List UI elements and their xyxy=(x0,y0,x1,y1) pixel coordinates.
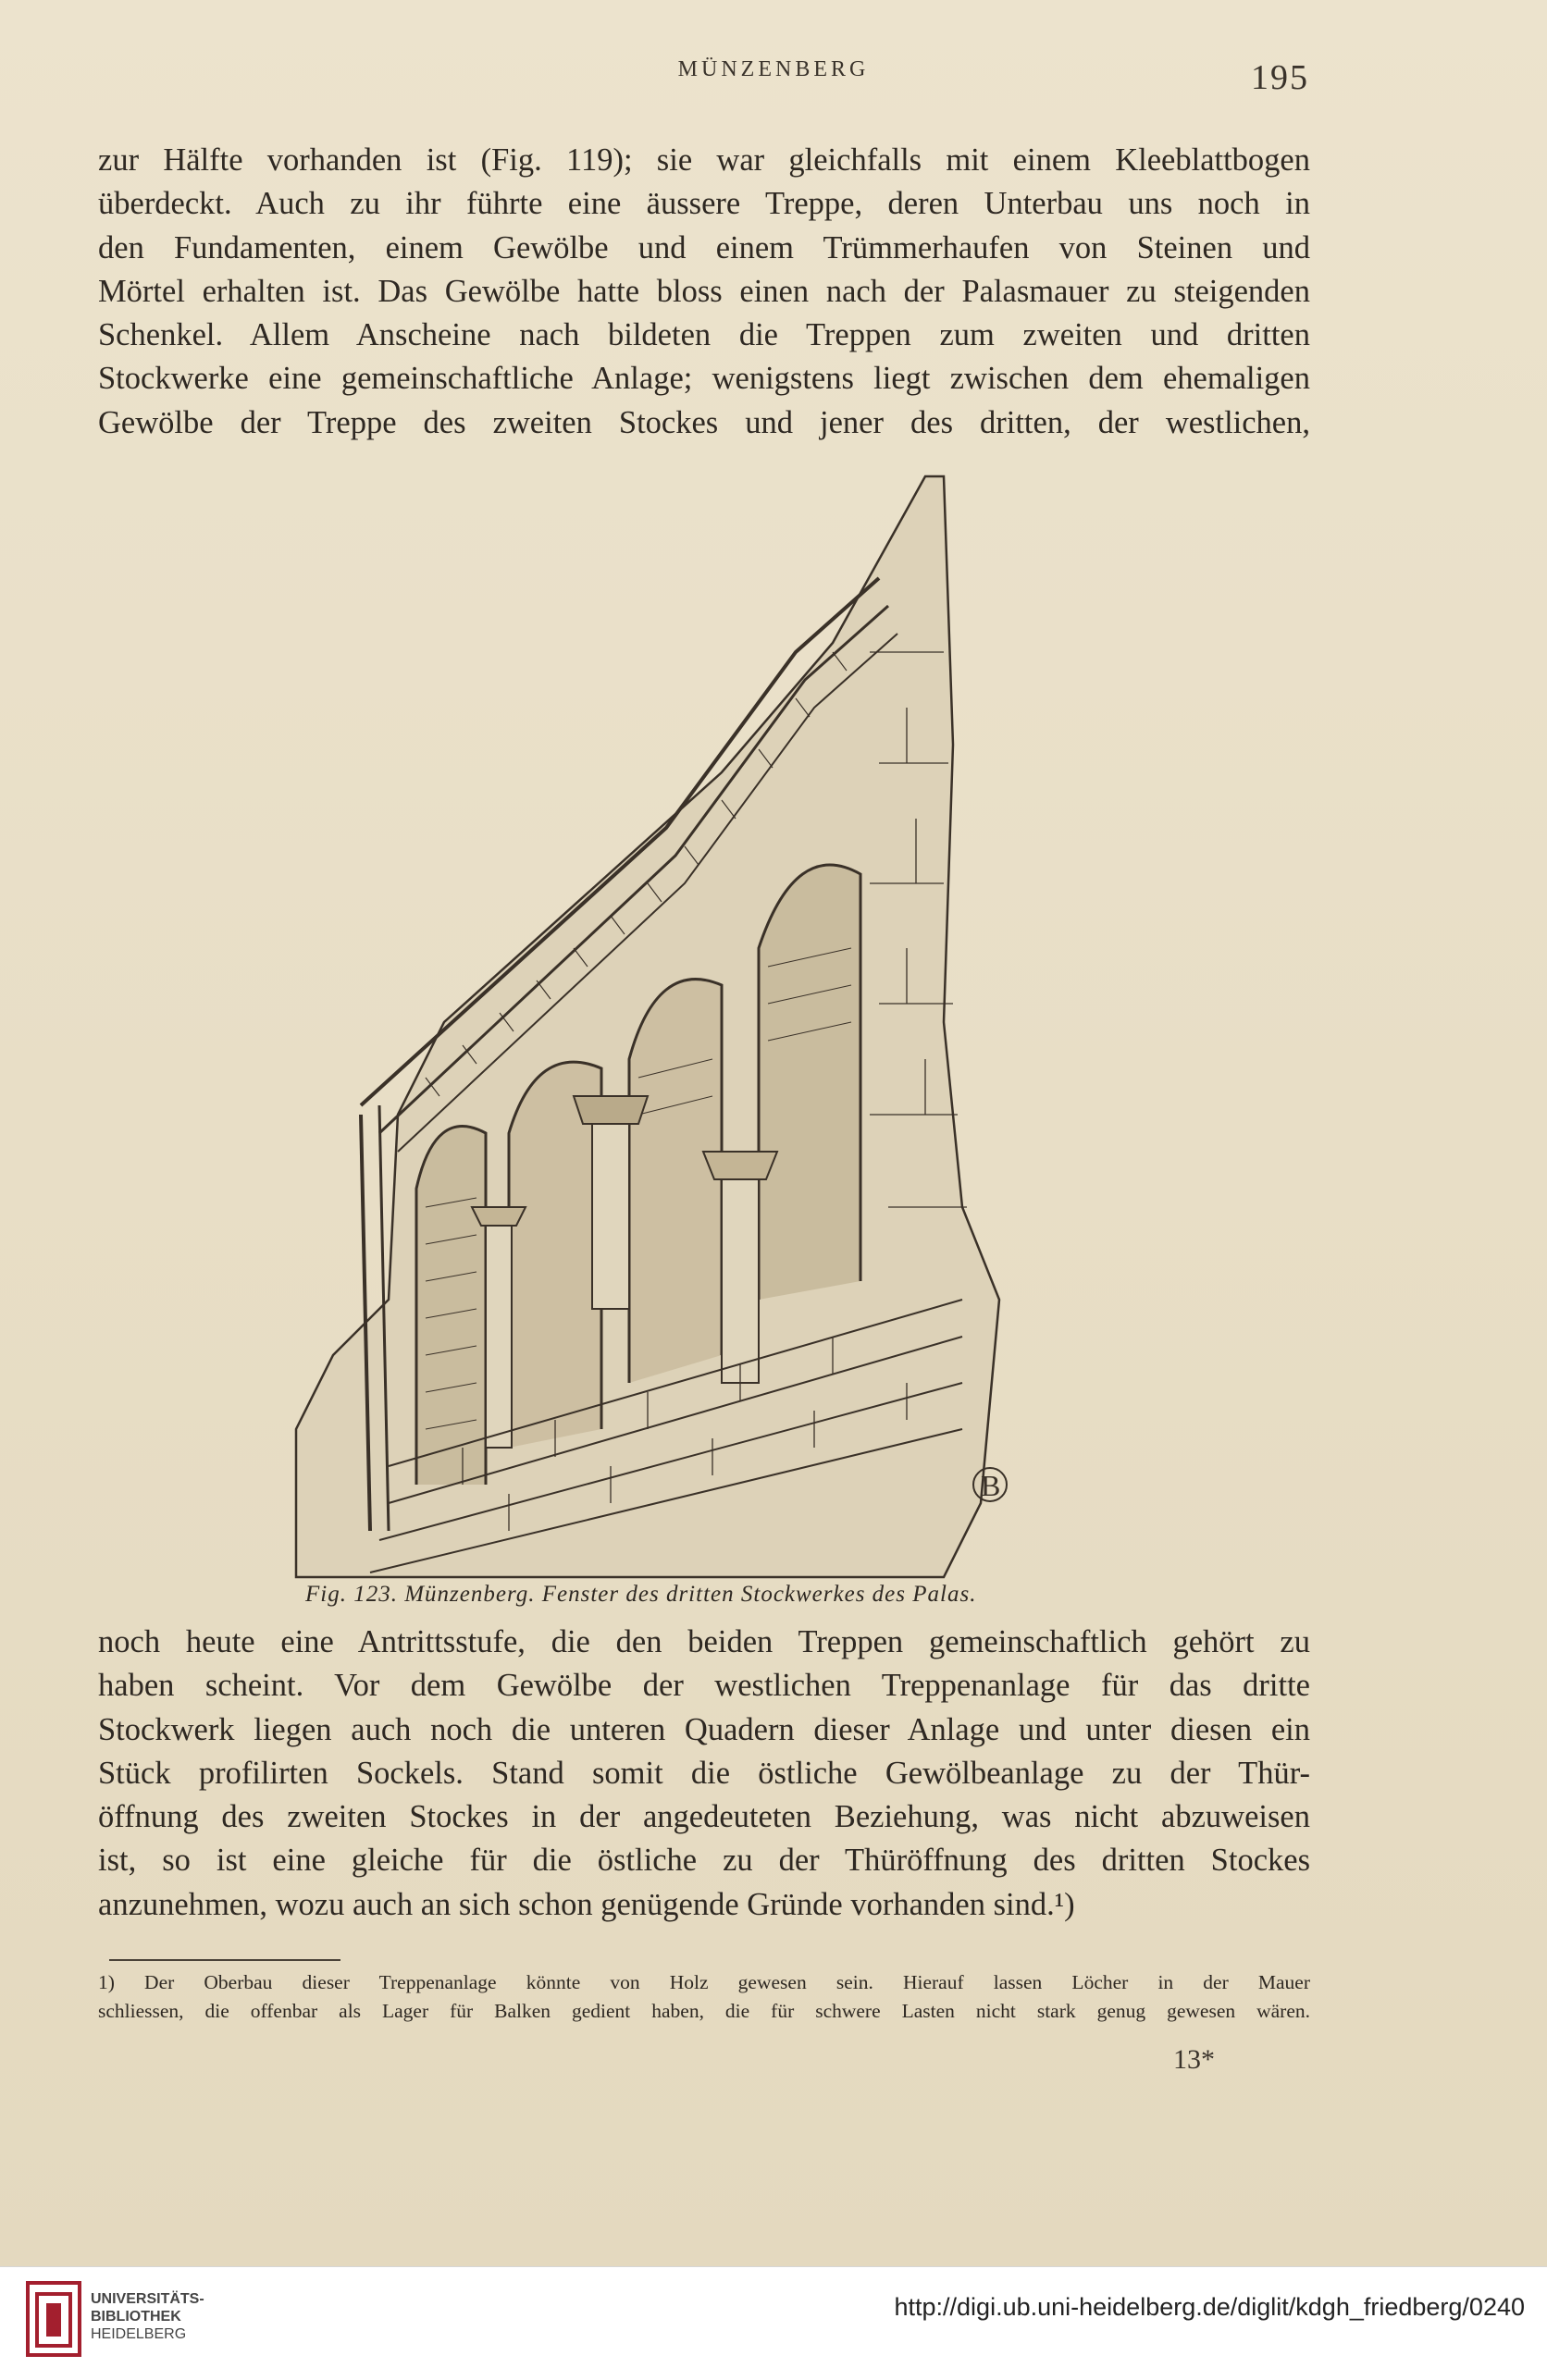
footnote xyxy=(98,1968,1310,2026)
footer-bar xyxy=(0,2266,1547,2380)
text-line: anzunehmen, wozu auch an sich schon genügende Gründe vorhanden sind.¹) xyxy=(98,1886,1075,1922)
text-line: Gewölbe der Treppe des zweiten Stockes und jener des dritten, der westlichen, xyxy=(98,404,1310,440)
figure-caption: Fig. 123. Münzenberg. Fenster des dritten Stockwerkes des Palas. xyxy=(305,1582,977,1607)
paragraph-bottom xyxy=(98,1621,1310,1927)
text-line: Stockwerk liegen auch noch die unteren Quadern dieser Anlage und unter diesen ein xyxy=(98,1711,1310,1747)
text-line: Stockwerke eine gemeinschaftliche Anlage; wenigstens liegt zwischen dem ehemaligen xyxy=(98,361,1310,397)
text-line: haben scheint. Vor dem Gewölbe der westlichen Treppenanlage für das dritte xyxy=(98,1668,1310,1704)
paragraph-top xyxy=(98,139,1310,445)
text-line: überdeckt. Auch zu ihr führte eine äussere Treppe, deren Unterbau uns noch in xyxy=(98,186,1310,222)
text-line: Stück profilirten Sockels. Stand somit die östliche Gewölbeanlage zu der Thür- xyxy=(98,1755,1310,1791)
library-name-line: BIBLIOTHEK xyxy=(91,2309,181,2325)
source-url-link[interactable]: http://digi.ub.uni-heidelberg.de/diglit/kdgh_friedberg/0240 xyxy=(894,2293,1525,2321)
text-line: noch heute eine Antrittsstufe, die den beiden Treppen gemeinschaftlich gehört zu xyxy=(98,1624,1310,1659)
library-name-line: UNIVERSITÄTS- xyxy=(91,2291,204,2307)
text-line: Schenkel. Allem Anscheine nach bildeten die Treppen zum zweiten und dritten xyxy=(98,317,1310,353)
signature-mark: 13* xyxy=(1173,2044,1215,2075)
library-name xyxy=(91,2290,204,2343)
text-line: öffnung des zweiten Stockes in der angedeuteten Beziehung, was nicht abzuweisen xyxy=(98,1799,1310,1835)
text-line: Mörtel erhalten ist. Das Gewölbe hatte bloss einen nach der Palasmauer zu steigenden xyxy=(98,273,1310,309)
monogram-letter: B xyxy=(981,1469,1001,1502)
window-engraving xyxy=(278,467,1147,1596)
page-number: 195 xyxy=(1251,58,1309,97)
library-logo-icon xyxy=(26,2281,81,2357)
running-head: MÜNZENBERG xyxy=(677,57,870,81)
text-line: ist, so ist eine gleiche für die östliche zu der Thüröffnung des dritten Stockes xyxy=(98,1843,1310,1879)
footnote-line: schliessen, die offenbar als Lager für Balken gedient haben, die für schwere Lasten nicht stark genug gewesen wären. xyxy=(98,2000,1310,2022)
library-name-line: HEIDELBERG xyxy=(91,2326,187,2342)
text-line: zur Hälfte vorhanden ist (Fig. 119); sie war gleichfalls mit einem Kleeblattbogen xyxy=(98,142,1310,178)
footnote-line: 1) Der Oberbau dieser Treppenanlage könnte von Holz gewesen sein. Hierauf lassen Löcher in der Mauer xyxy=(98,1971,1310,1993)
text-line: den Fundamenten, einem Gewölbe und einem Trümmerhaufen von Steinen und xyxy=(98,229,1310,265)
footnote-divider xyxy=(109,1959,340,1961)
figure-illustration xyxy=(278,467,1147,1614)
